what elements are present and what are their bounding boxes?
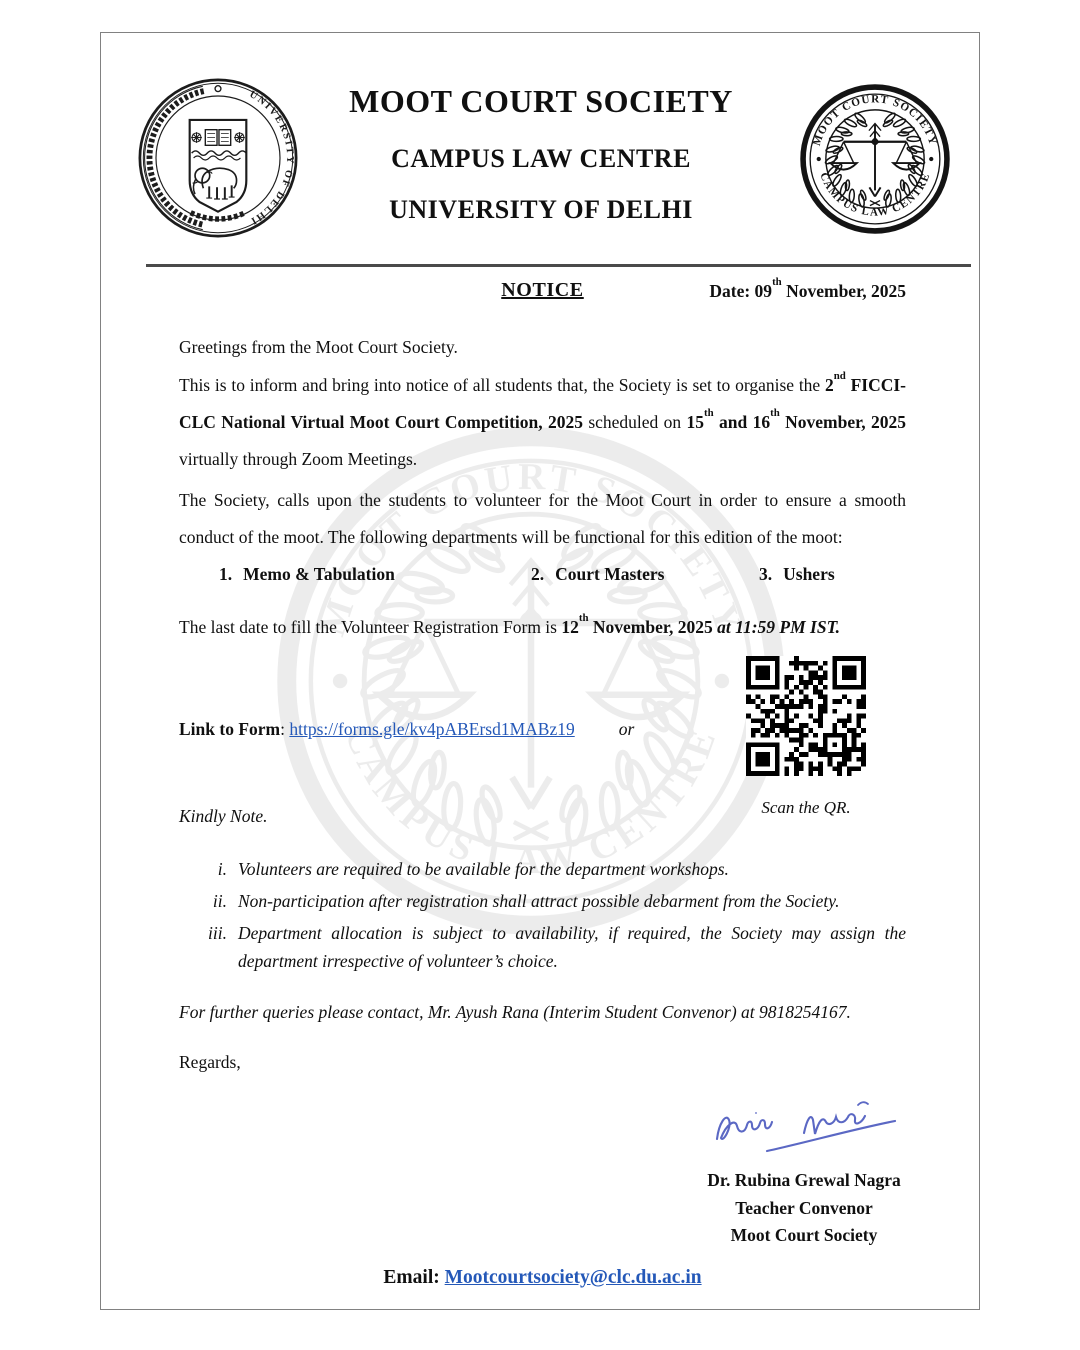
- header-divider: [146, 264, 971, 267]
- notice-heading-row: [179, 276, 906, 307]
- signatory-role: Teacher Convenor: [735, 1197, 873, 1218]
- notice-title: NOTICE: [501, 279, 584, 301]
- department-item: 2. Court Masters: [531, 564, 665, 584]
- note-item: ii. Non-participation after registration shall attract possible debarment from the Society.: [212, 891, 840, 911]
- signatory-name: Dr. Rubina Grewal Nagra: [707, 1170, 901, 1190]
- announcement-paragraph: This is to inform and bring into notice of all students that, the Society is set to organise the 2nd FICCI-CLC National Virtual Moot Court Competition, 2025 scheduled on 15th and 16th November, 2025 virtually through Zoom Meetings.: [179, 370, 907, 469]
- kindly-note-label: Kindly Note.: [179, 806, 268, 826]
- note-item: iii. Department allocation is subject to availability, if required, the Society may assign the department irrespective of volunteer’s choice.: [208, 923, 906, 971]
- org-subtitle-1: CAMPUS LAW CENTRE: [391, 144, 691, 173]
- signatory-block: [674, 1167, 934, 1250]
- or-word: or: [618, 719, 635, 739]
- scan-qr-caption: Scan the QR.: [761, 798, 851, 817]
- form-link[interactable]: https://forms.gle/kv4pABErsd1MABz19: [289, 719, 575, 739]
- regards-line: Regards,: [179, 1052, 241, 1072]
- signature-handwriting: [709, 1093, 904, 1165]
- note-item: i. Volunteers are required to be available for the department workshops.: [217, 859, 729, 879]
- qr-code: [746, 656, 866, 776]
- seal-ring-text: UNIVERSITY OF DELHI: [247, 88, 296, 228]
- signatory-org: Moot Court Society: [730, 1225, 878, 1245]
- volunteer-call-paragraph: The Society, calls upon the students to volunteer for the Moot Court in order to ensure a smooth conduct of the moot. The following departments will be functional for this edition of the moot:: [179, 490, 906, 547]
- notice-page: [100, 32, 980, 1310]
- link-separator: :: [280, 719, 290, 739]
- moot-court-society-seal-icon: [799, 83, 951, 235]
- greeting-paragraph: Greetings from the Moot Court Society.: [179, 337, 458, 357]
- form-link-label: Link to Form: [179, 719, 281, 739]
- queries-contact-line: For further queries please contact, Mr. Ayush Rana (Interim Student Convenor) at 9818254167.: [179, 1002, 851, 1022]
- org-title: MOOT COURT SOCIETY: [349, 83, 733, 119]
- email-row: [179, 1267, 906, 1289]
- notice-date: Date: 09th November, 2025: [709, 276, 906, 301]
- email-link[interactable]: Mootcourtsociety@clc.du.ac.in: [444, 1267, 702, 1288]
- seal-ring-text-bottom: CAMPUS LAW CENTRE: [817, 170, 933, 219]
- email-label: Email:: [383, 1267, 440, 1288]
- deadline-line: The last date to fill the Volunteer Registration Form is 12th November, 2025 at 11:59 PM IST.: [179, 612, 841, 637]
- departments-row: [179, 556, 906, 586]
- seal-ring-text-top: MOOT COURT SOCIETY: [810, 93, 940, 148]
- notes-list: [179, 855, 906, 979]
- org-subtitle-2: UNIVERSITY OF DELHI: [389, 195, 693, 224]
- department-item: 1. Memo & Tabulation: [219, 564, 395, 584]
- department-item: 3. Ushers: [759, 564, 835, 584]
